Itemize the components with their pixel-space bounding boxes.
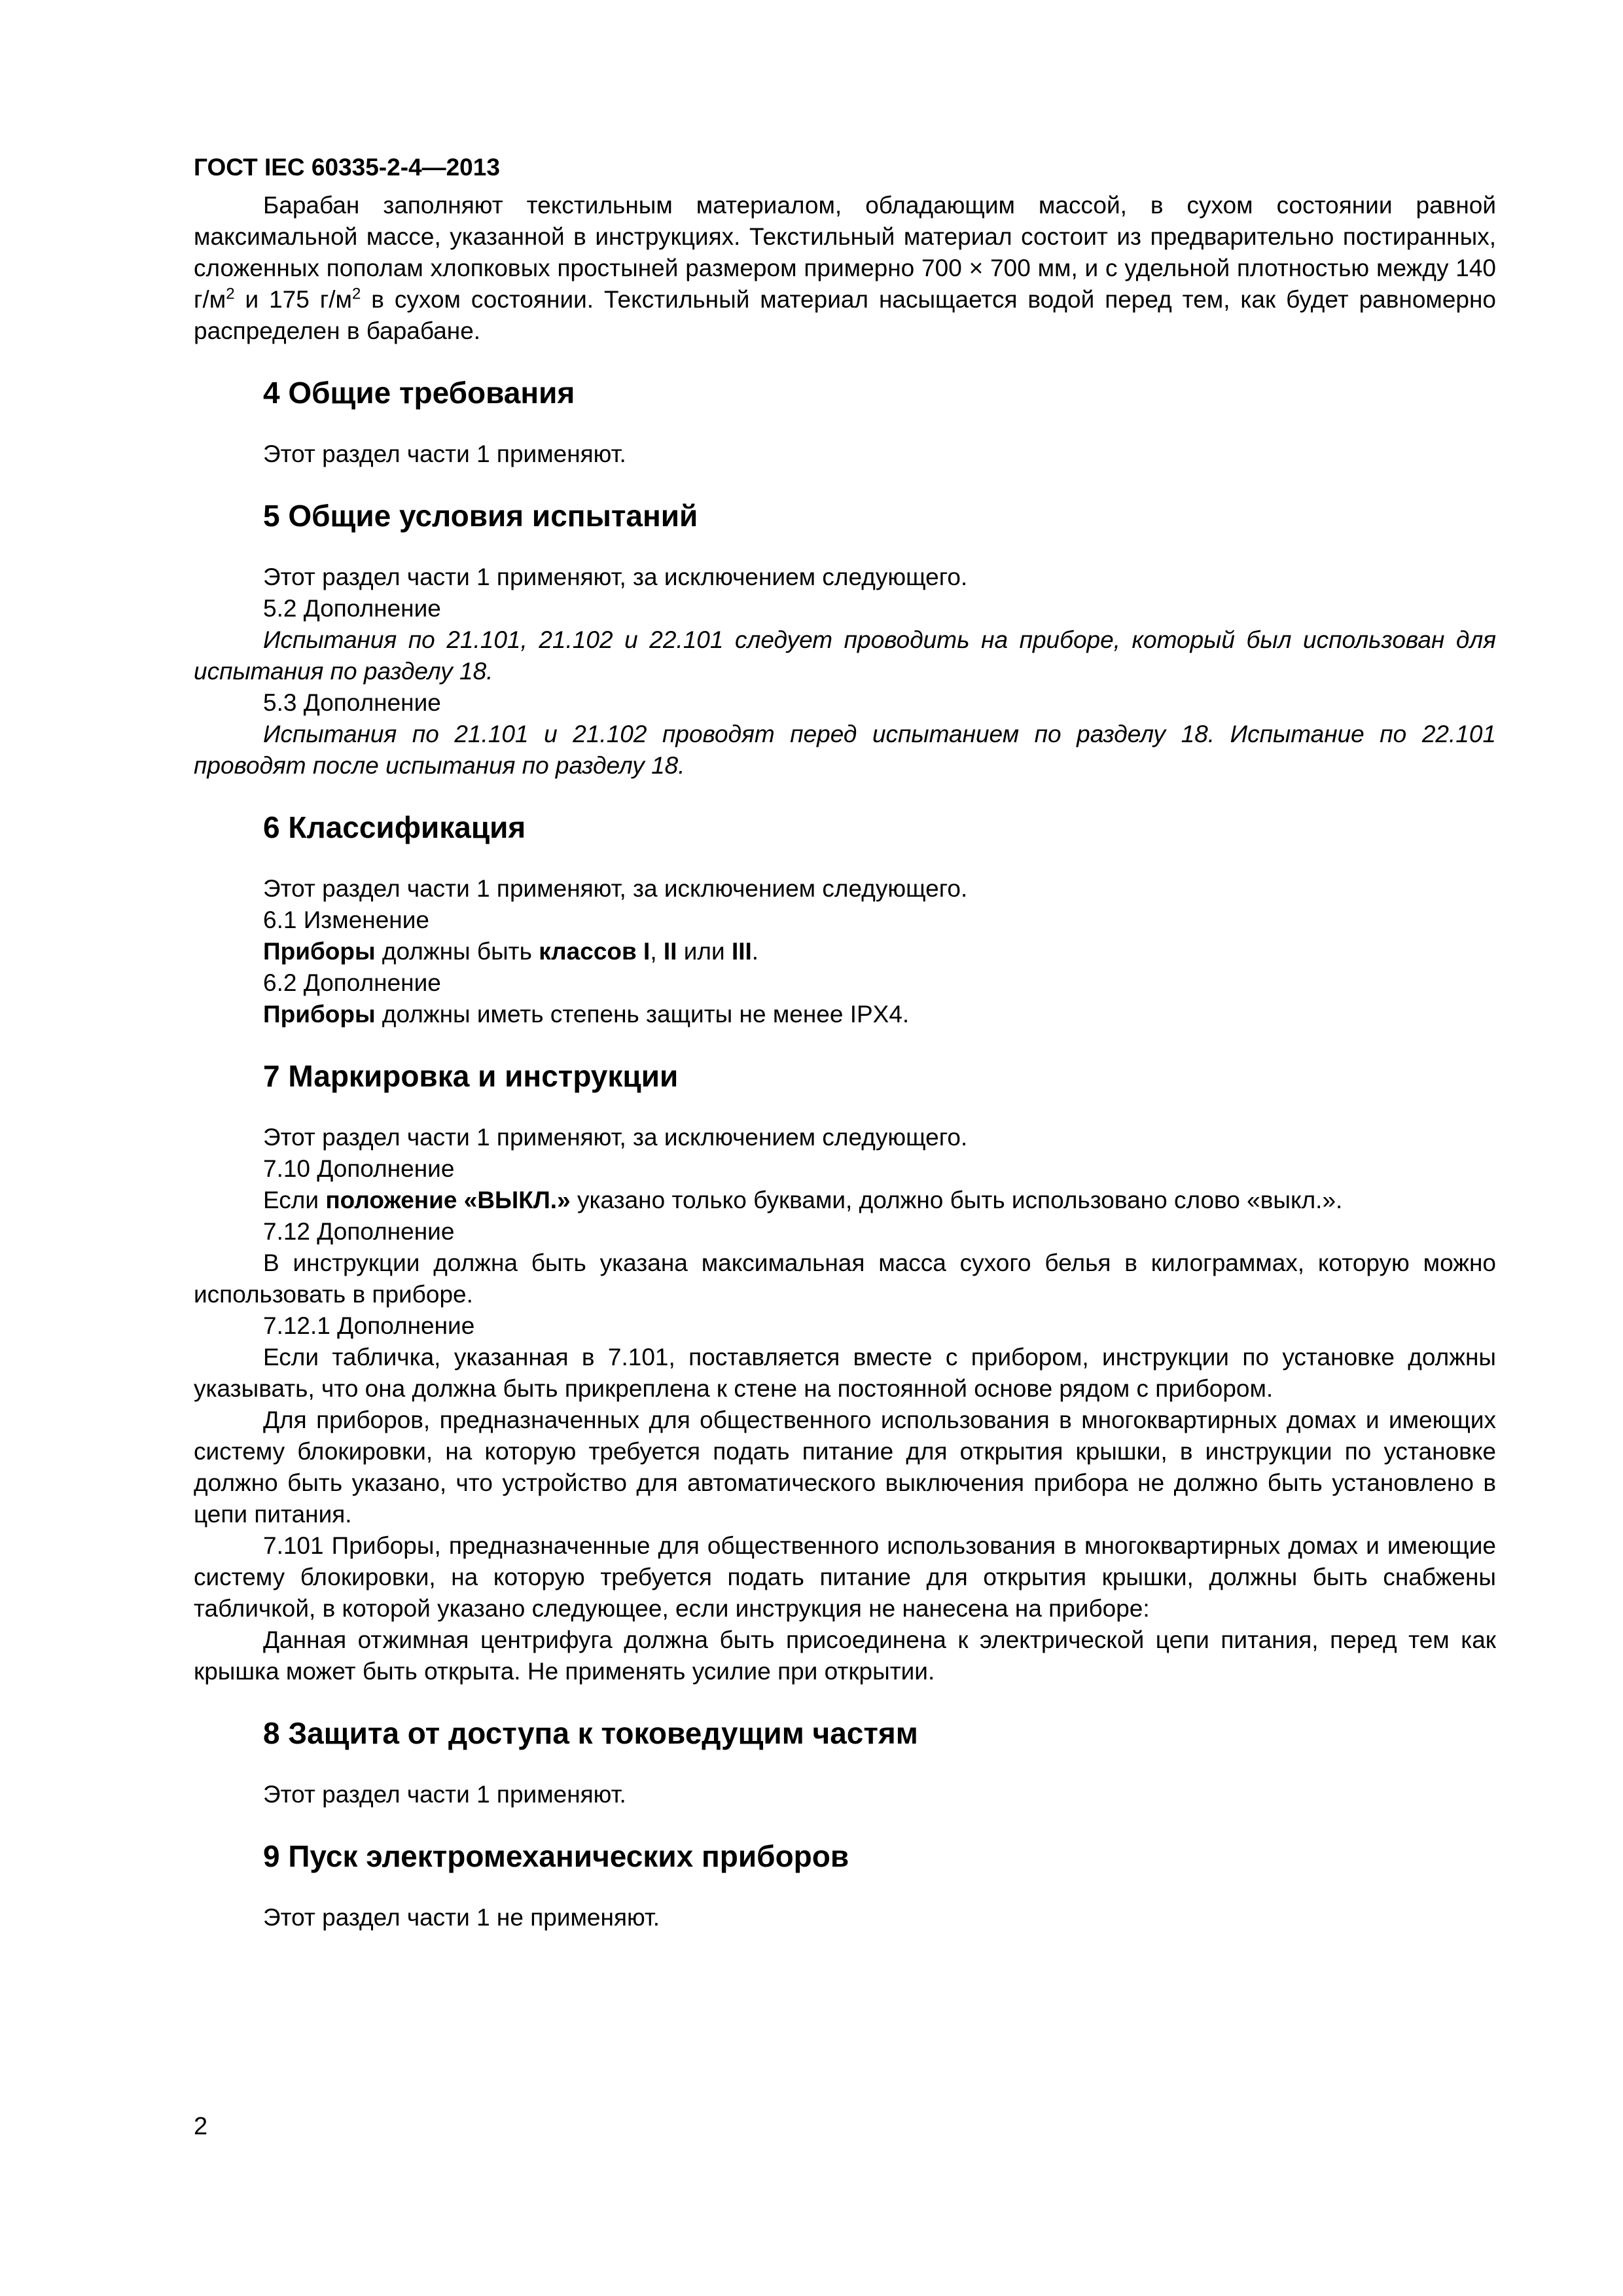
section-4-title: 4 Общие требования [263, 376, 575, 410]
clause-6-1-text [194, 936, 1496, 967]
page-number: 2 [194, 2113, 208, 2140]
clause-7-12-1-text: Если табличка, указанная в 7.101, поставляется вместе с прибором, инструкции по установке должны указывать, что она должна быть прикреплена к стене на постоянной основе рядом с прибором. [194, 1344, 1496, 1402]
document-id-header: ГОСТ IEC 60335-2-4—2013 [194, 154, 500, 181]
clause-5-3-text: Испытания по 21.101 и 21.102 проводят перед испытанием по разделу 18. Испытание по 22.101 проводят после испытания по разделу 18. [194, 721, 1496, 779]
clause-7-101-text: 7.101 Приборы, предназначенные для общественного использования в многоквартирных домах и имеющие систему блокировки, на которую требуется подать питание для открытия крышки, должны быть снабжены табличкой, в которой указано следующее, если инструкция не нанесена на приборе: [194, 1532, 1496, 1622]
intro-text-b: и 175 г/м [234, 286, 352, 313]
section-8-title: 8 Защита от доступа к токоведущим частям [263, 1716, 918, 1750]
intro-text-c: в сухом состоянии. Текстильный материал насыщается водой перед тем, как будет равномерно распределен в барабане. [194, 286, 1496, 344]
page-content [194, 152, 1496, 1933]
term-class-ii: II [663, 938, 677, 965]
clause-7-12-1-text-2: Для приборов, предназначенных для общественного использования в многоквартирных домах и имеющих систему блокировки, на которую требуется подать питание для открытия крышки, в инструкции по установке должно быть указано, что устройство для автоматического выключения прибора не должно быть установлено в цепи питания. [194, 1407, 1496, 1528]
text-fragment: . [751, 938, 759, 965]
clause-5-3-heading: 5.3 Дополнение [263, 689, 441, 716]
section-9-title: 9 Пуск электромеханических приборов [263, 1839, 849, 1873]
section-9-text: Этот раздел части 1 не применяют. [263, 1904, 660, 1931]
section-4-text: Этот раздел части 1 применяют. [263, 440, 626, 467]
section-5-text: Этот раздел части 1 применяют, за исключением следующего. [263, 564, 968, 590]
superscript: 2 [351, 285, 361, 303]
text-fragment: указано только буквами, должно быть использовано слово «выкл.». [570, 1187, 1343, 1213]
term-off-position: положение «ВЫКЛ.» [325, 1187, 571, 1213]
intro-text-a: Барабан заполняют текстильным материалом, обладающим массой, в сухом состоянии равной максимальной массе, указанной в инструкциях. Текстильный материал состоит из предварительно постиранных, сложенных пополам хлопковых простыней размером примерно 700 × 700 мм, и с удельной плотностью между 140 г/м [194, 192, 1496, 313]
term-class-iii: III [731, 938, 752, 965]
clause-7-101-label-text: Данная отжимная центрифуга должна быть присоединена к электрической цепи питания, перед тем как крышка может быть открыта. Не применять усилие при открытии. [194, 1626, 1496, 1685]
section-6-title: 6 Классификация [263, 810, 526, 844]
section-5-title: 5 Общие условия испытаний [263, 499, 698, 533]
clause-6-1-heading: 6.1 Изменение [263, 906, 429, 933]
text-fragment: должны быть [375, 938, 539, 965]
clause-6-2-heading: 6.2 Дополнение [263, 969, 441, 996]
clause-5-2-heading: 5.2 Дополнение [263, 595, 441, 622]
clause-7-12-text: В инструкции должна быть указана максимальная масса сухого белья в килограммах, которую можно использовать в приборе. [194, 1249, 1496, 1308]
section-6-text: Этот раздел части 1 применяют, за исключением следующего. [263, 875, 968, 902]
text-fragment: Если [263, 1187, 326, 1213]
superscript: 2 [226, 285, 235, 303]
clause-6-2-text [194, 999, 1496, 1030]
section-7-title: 7 Маркировка и инструкции [263, 1059, 679, 1093]
clause-7-12-1-heading: 7.12.1 Дополнение [263, 1312, 475, 1339]
term-appliances: Приборы [263, 938, 376, 965]
section-7-text: Этот раздел части 1 применяют, за исключением следующего. [263, 1124, 968, 1151]
term-class-i: классов I [539, 938, 651, 965]
clause-7-12-heading: 7.12 Дополнение [263, 1218, 455, 1245]
term-appliances: Приборы [263, 1001, 376, 1028]
clause-7-10-text [194, 1185, 1496, 1216]
intro-paragraph [194, 190, 1496, 347]
clause-5-2-text: Испытания по 21.101, 21.102 и 22.101 следует проводить на приборе, который был использован для испытания по разделу 18. [194, 626, 1496, 685]
section-8-text: Этот раздел части 1 применяют. [263, 1781, 626, 1808]
text-fragment: должны иметь степень защиты не менее IPX4. [375, 1001, 910, 1028]
text-fragment: или [677, 938, 732, 965]
clause-7-10-heading: 7.10 Дополнение [263, 1155, 455, 1182]
text-fragment: , [650, 938, 664, 965]
